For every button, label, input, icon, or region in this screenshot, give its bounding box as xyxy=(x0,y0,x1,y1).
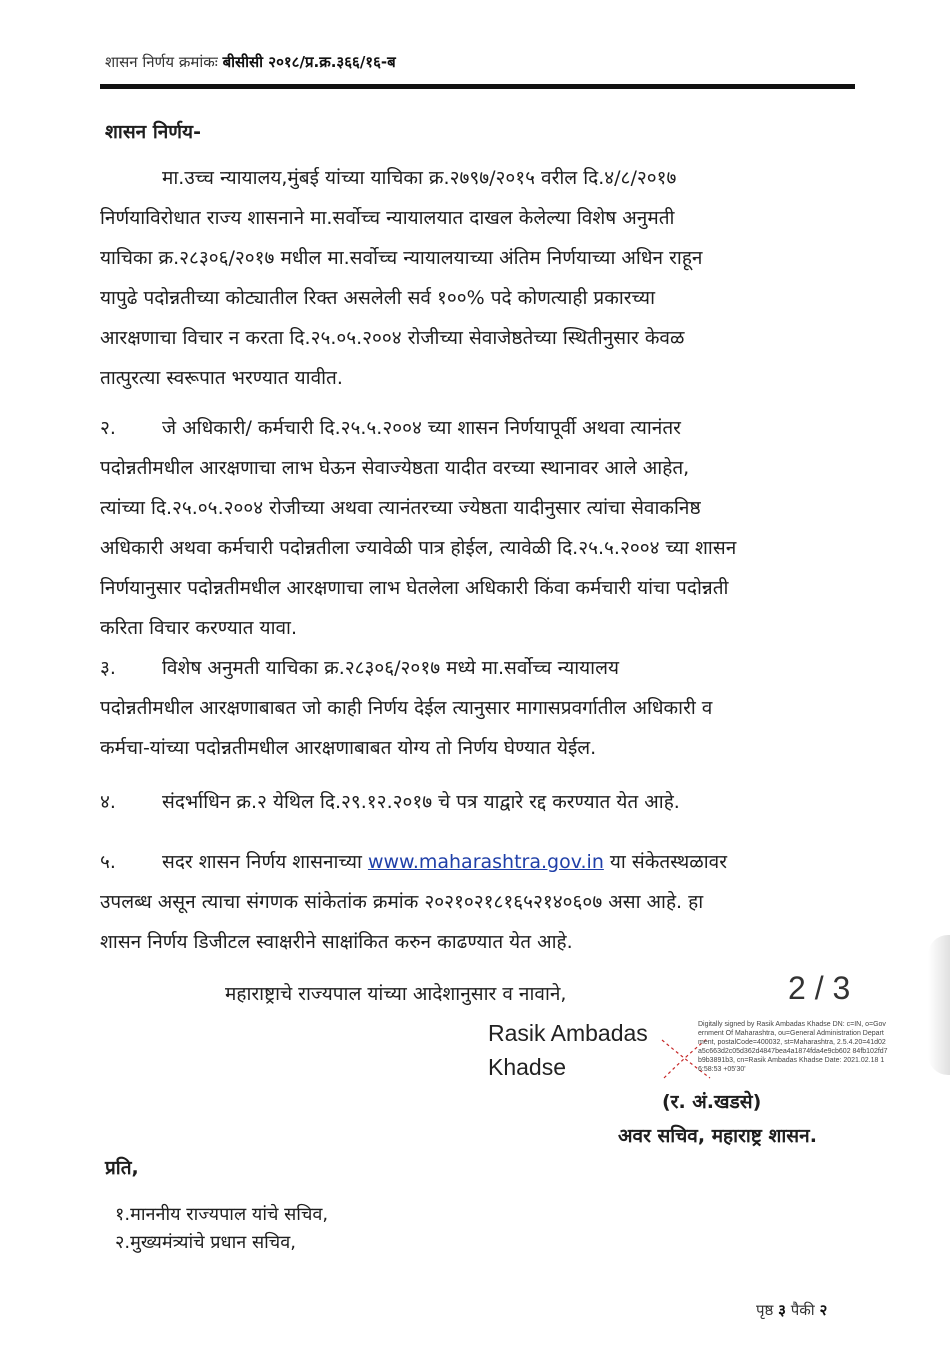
paragraph-5-line: शासन निर्णय डिजीटल स्वाक्षरीने साक्षांकित करुन काढण्यात येत आहे. xyxy=(100,931,573,953)
paragraph-2-line: २. जे अधिकारी/ कर्मचारी दि.२५.५.२००४ च्या शासन निर्णयापूर्वी अथवा त्यानंतर xyxy=(100,408,860,448)
paragraph-number: ५. xyxy=(100,851,116,873)
paragraph-number: ४. xyxy=(100,791,116,813)
page-footer xyxy=(756,1300,827,1320)
paragraph-1-line: मा.उच्च न्यायालय,मुंबई यांच्या याचिका क्र.२७९७/२०१५ वरील दि.४/८/२०१७ xyxy=(162,167,677,189)
paragraph-5-line: ५. सदर शासन निर्णय शासनाच्या www.maharashtra.gov.in या संकेतस्थळावर xyxy=(100,842,860,882)
signer-initials: (र. अं.खडसे) xyxy=(662,1091,762,1113)
website-link[interactable]: www.maharashtra.gov.in xyxy=(367,851,604,873)
paragraph-1-line: याचिका क्र.२८३०६/२०१७ मधील मा.सर्वोच्च न्यायालयाच्या अंतिम निर्णयाच्या अधिन राहून xyxy=(100,247,703,269)
paragraph-3-line: कर्मचा-यांच्या पदोन्नतीमधील आरक्षणाबाबत योग्य तो निर्णय घेण्यात येईल. xyxy=(100,737,597,759)
section-heading: शासन निर्णय- xyxy=(105,121,201,143)
paragraph-3 xyxy=(100,648,860,768)
digital-signature-details: Digitally signed by Rasik Ambadas Khadse DN: c=IN, o=Government Of Maharashtra, ou=General Administration Department, postalCode=400032, st=Maharashtra, 2.5.4.20=41d02a5c663d2c05d362d4847bea4a1874fda4e9cb602 84fb102fd7b9b3891b3, cn=Rasik Ambadas Khadse Date: 2021.02.18 16:58:53 +05'30' xyxy=(698,1021,888,1073)
signer-name-line: Rasik Ambadas xyxy=(488,1020,648,1046)
paragraph-2-line: अधिकारी अथवा कर्मचारी पदोन्नतीला ज्यावेळी पात्र होईल, त्यावेळी दि.२५.५.२००४ च्या शासन xyxy=(100,537,737,559)
paragraph-3-line: पदोन्नतीमधील आरक्षणाबाबत जो काही निर्णय देईल त्यानुसार मागासप्रवर्गातील अधिकारी व xyxy=(100,697,713,719)
paragraph-1-line: यापुढे पदोन्नतीच्या कोट्यातील रिक्त असलेली सर्व १००% पदे कोणत्याही प्रकारच्या xyxy=(100,287,655,309)
order-reference-label: शासन निर्णय क्रमांकः xyxy=(105,53,218,71)
paragraph-2-line: निर्णयानुसार पदोन्नतीमधील आरक्षणाचा लाभ घेतलेला अधिकारी किंवा कर्मचारी यांचा पदोन्नती xyxy=(100,577,729,599)
paragraph-1 xyxy=(100,158,860,398)
paragraph-4-line: ४. संदर्भाधिन क्र.२ येथिल दि.२९.१२.२०१७ चे पत्र याद्वारे रद्द करण्यात येत आहे. xyxy=(100,782,860,822)
closing-statement: महाराष्ट्राचे राज्यपाल यांच्या आदेशानुसार व नावाने, xyxy=(225,983,567,1005)
paragraph-2 xyxy=(100,408,860,648)
order-reference xyxy=(105,52,396,72)
header-divider xyxy=(100,84,855,89)
paragraph-2-line: करिता विचार करण्यात यावा. xyxy=(100,617,298,639)
footer-current-page: ३ xyxy=(778,1301,786,1319)
scroll-edge-shadow xyxy=(928,935,950,1075)
footer-of: पैकी xyxy=(790,1301,815,1319)
recipients-heading: प्रति, xyxy=(105,1157,139,1179)
paragraph-5 xyxy=(100,842,860,962)
signer-name xyxy=(488,1016,648,1084)
paragraph-number: २. xyxy=(100,417,116,439)
signer-name-line: Khadse xyxy=(488,1054,567,1080)
paragraph-5-line: उपलब्ध असून त्याचा संगणक सांकेतांक क्रमांक २०२१०२१८१६५२१४०६०७ असा आहे. हा xyxy=(100,891,704,913)
paragraph-1-line: आरक्षणाचा विचार न करता दि.२५.०५.२००४ रोजीच्या सेवाजेष्ठतेच्या स्थितीनुसार केवळ xyxy=(100,327,685,349)
paragraph-3-line: ३. विशेष अनुमती याचिका क्र.२८३०६/२०१७ मध्ये मा.सर्वोच्च न्यायालय xyxy=(100,648,860,688)
paragraph-number: ३. xyxy=(100,657,116,679)
paragraph-1-line: निर्णयाविरोधात राज्य शासनाने मा.सर्वोच्च न्यायालयात दाखल केलेल्या विशेष अनुमती xyxy=(100,207,675,229)
recipient-item: २.मुख्यमंत्र्यांचे प्रधान सचिव, xyxy=(115,1232,296,1253)
recipient-item: १.माननीय राज्यपाल यांचे सचिव, xyxy=(115,1204,329,1225)
paragraph-1-line: तात्पुरत्या स्वरूपात भरण्यात यावीत. xyxy=(100,367,343,389)
paragraph-2-line: पदोन्नतीमधील आरक्षणाचा लाभ घेऊन सेवाज्येष्ठता यादीत वरच्या स्थानावर आले आहेत, xyxy=(100,457,690,479)
order-reference-number: बीसीसी २०१८/प्र.क्र.३६६/१६-ब xyxy=(222,53,396,71)
footer-total-pages: २ xyxy=(819,1301,828,1319)
footer-label: पृष्ठ xyxy=(756,1301,774,1319)
paragraph-4 xyxy=(100,782,860,822)
page-counter: 2 / 3 xyxy=(788,970,851,1006)
paragraph-2-line: त्यांच्या दि.२५.०५.२००४ रोजीच्या अथवा त्यानंतरच्या ज्येष्ठता यादीनुसार त्यांचा सेवाकनिष्ठ xyxy=(100,497,701,519)
signer-designation: अवर सचिव, महाराष्ट्र शासन. xyxy=(618,1125,817,1147)
